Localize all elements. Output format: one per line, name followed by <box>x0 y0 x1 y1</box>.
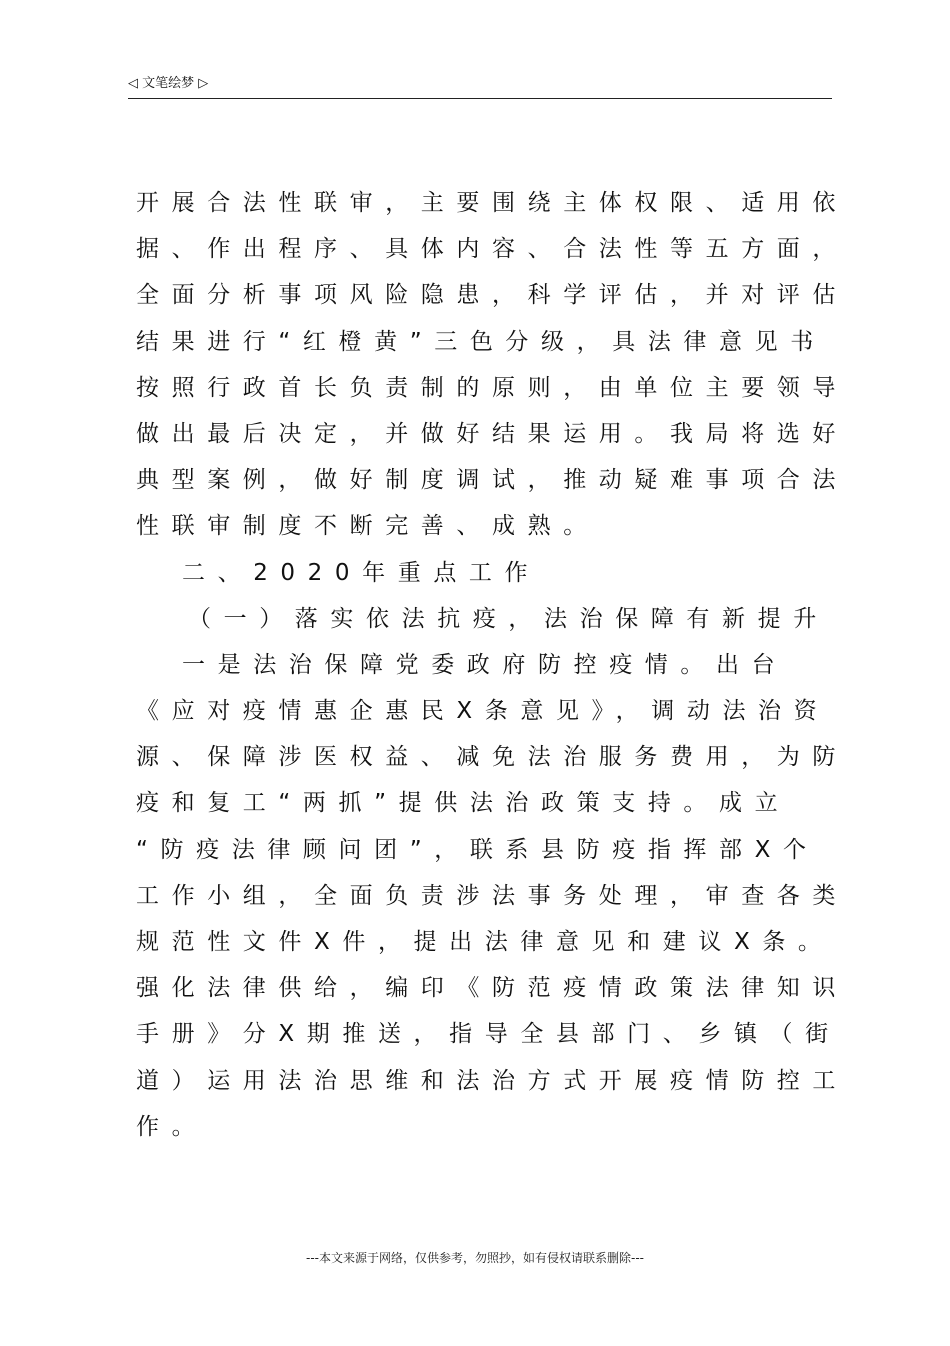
body-line: 强化法律供给，编印《防范疫情政策法律知识 <box>136 975 848 1002</box>
body-line: 道）运用法治思维和法治方式开展疫情防控工 <box>136 1067 848 1094</box>
body-line: 手册》分X期推送，指导全县部门、乡镇（街 <box>136 1021 841 1048</box>
body-line: 工作小组，全面负责涉法事务处理，审查各类 <box>136 882 848 909</box>
body-line: 结果进行“红橙黄”三色分级，具法律意见书 <box>136 328 826 355</box>
body-line: 做出最后决定，并做好结果运用。我局将选好 <box>136 420 848 447</box>
document-body <box>136 182 848 1152</box>
header-title: ◁ 文笔绘梦 ▷ <box>128 76 209 91</box>
body-line: 源、保障涉医权益、减免法治服务费用，为防 <box>136 744 848 771</box>
paragraph-start: 一是法治保障党委政府防控疫情。出台 <box>182 651 788 678</box>
section-heading: 二、2020年重点工作 <box>182 559 541 586</box>
body-line: “防疫法律顾问团”，联系县防疫指挥部X个 <box>136 836 819 863</box>
body-line: 《应对疫情惠企惠民X条意见》，调动法治资 <box>136 698 830 725</box>
body-line: 开展合法性联审，主要围绕主体权限、适用依 <box>136 190 848 216</box>
body-line: 全面分析事项风险隐患，科学评估，并对评估 <box>136 282 848 309</box>
subsection-heading: （一）落实依法抗疫，法治保障有新提升 <box>188 605 829 632</box>
body-line: 典型案例，做好制度调试，推动疑难事项合法 <box>136 467 848 494</box>
body-line: 性联审制度不断完善、成熟。 <box>136 513 599 540</box>
body-line: 据、作出程序、具体内容、合法性等五方面， <box>136 236 848 263</box>
body-line: 规范性文件X件，提出法律意见和建议X条。 <box>136 929 834 955</box>
body-line: 按照行政首长负责制的原则，由单位主要领导 <box>136 374 848 401</box>
page-header <box>128 74 832 99</box>
page-footer: ---本文来源于网络，仅供参考，勿照抄，如有侵权请联系删除--- <box>306 1251 644 1265</box>
body-line: 作。 <box>136 1113 208 1140</box>
body-line: 疫和复工“两抓”提供法治政策支持。成立 <box>136 790 791 817</box>
